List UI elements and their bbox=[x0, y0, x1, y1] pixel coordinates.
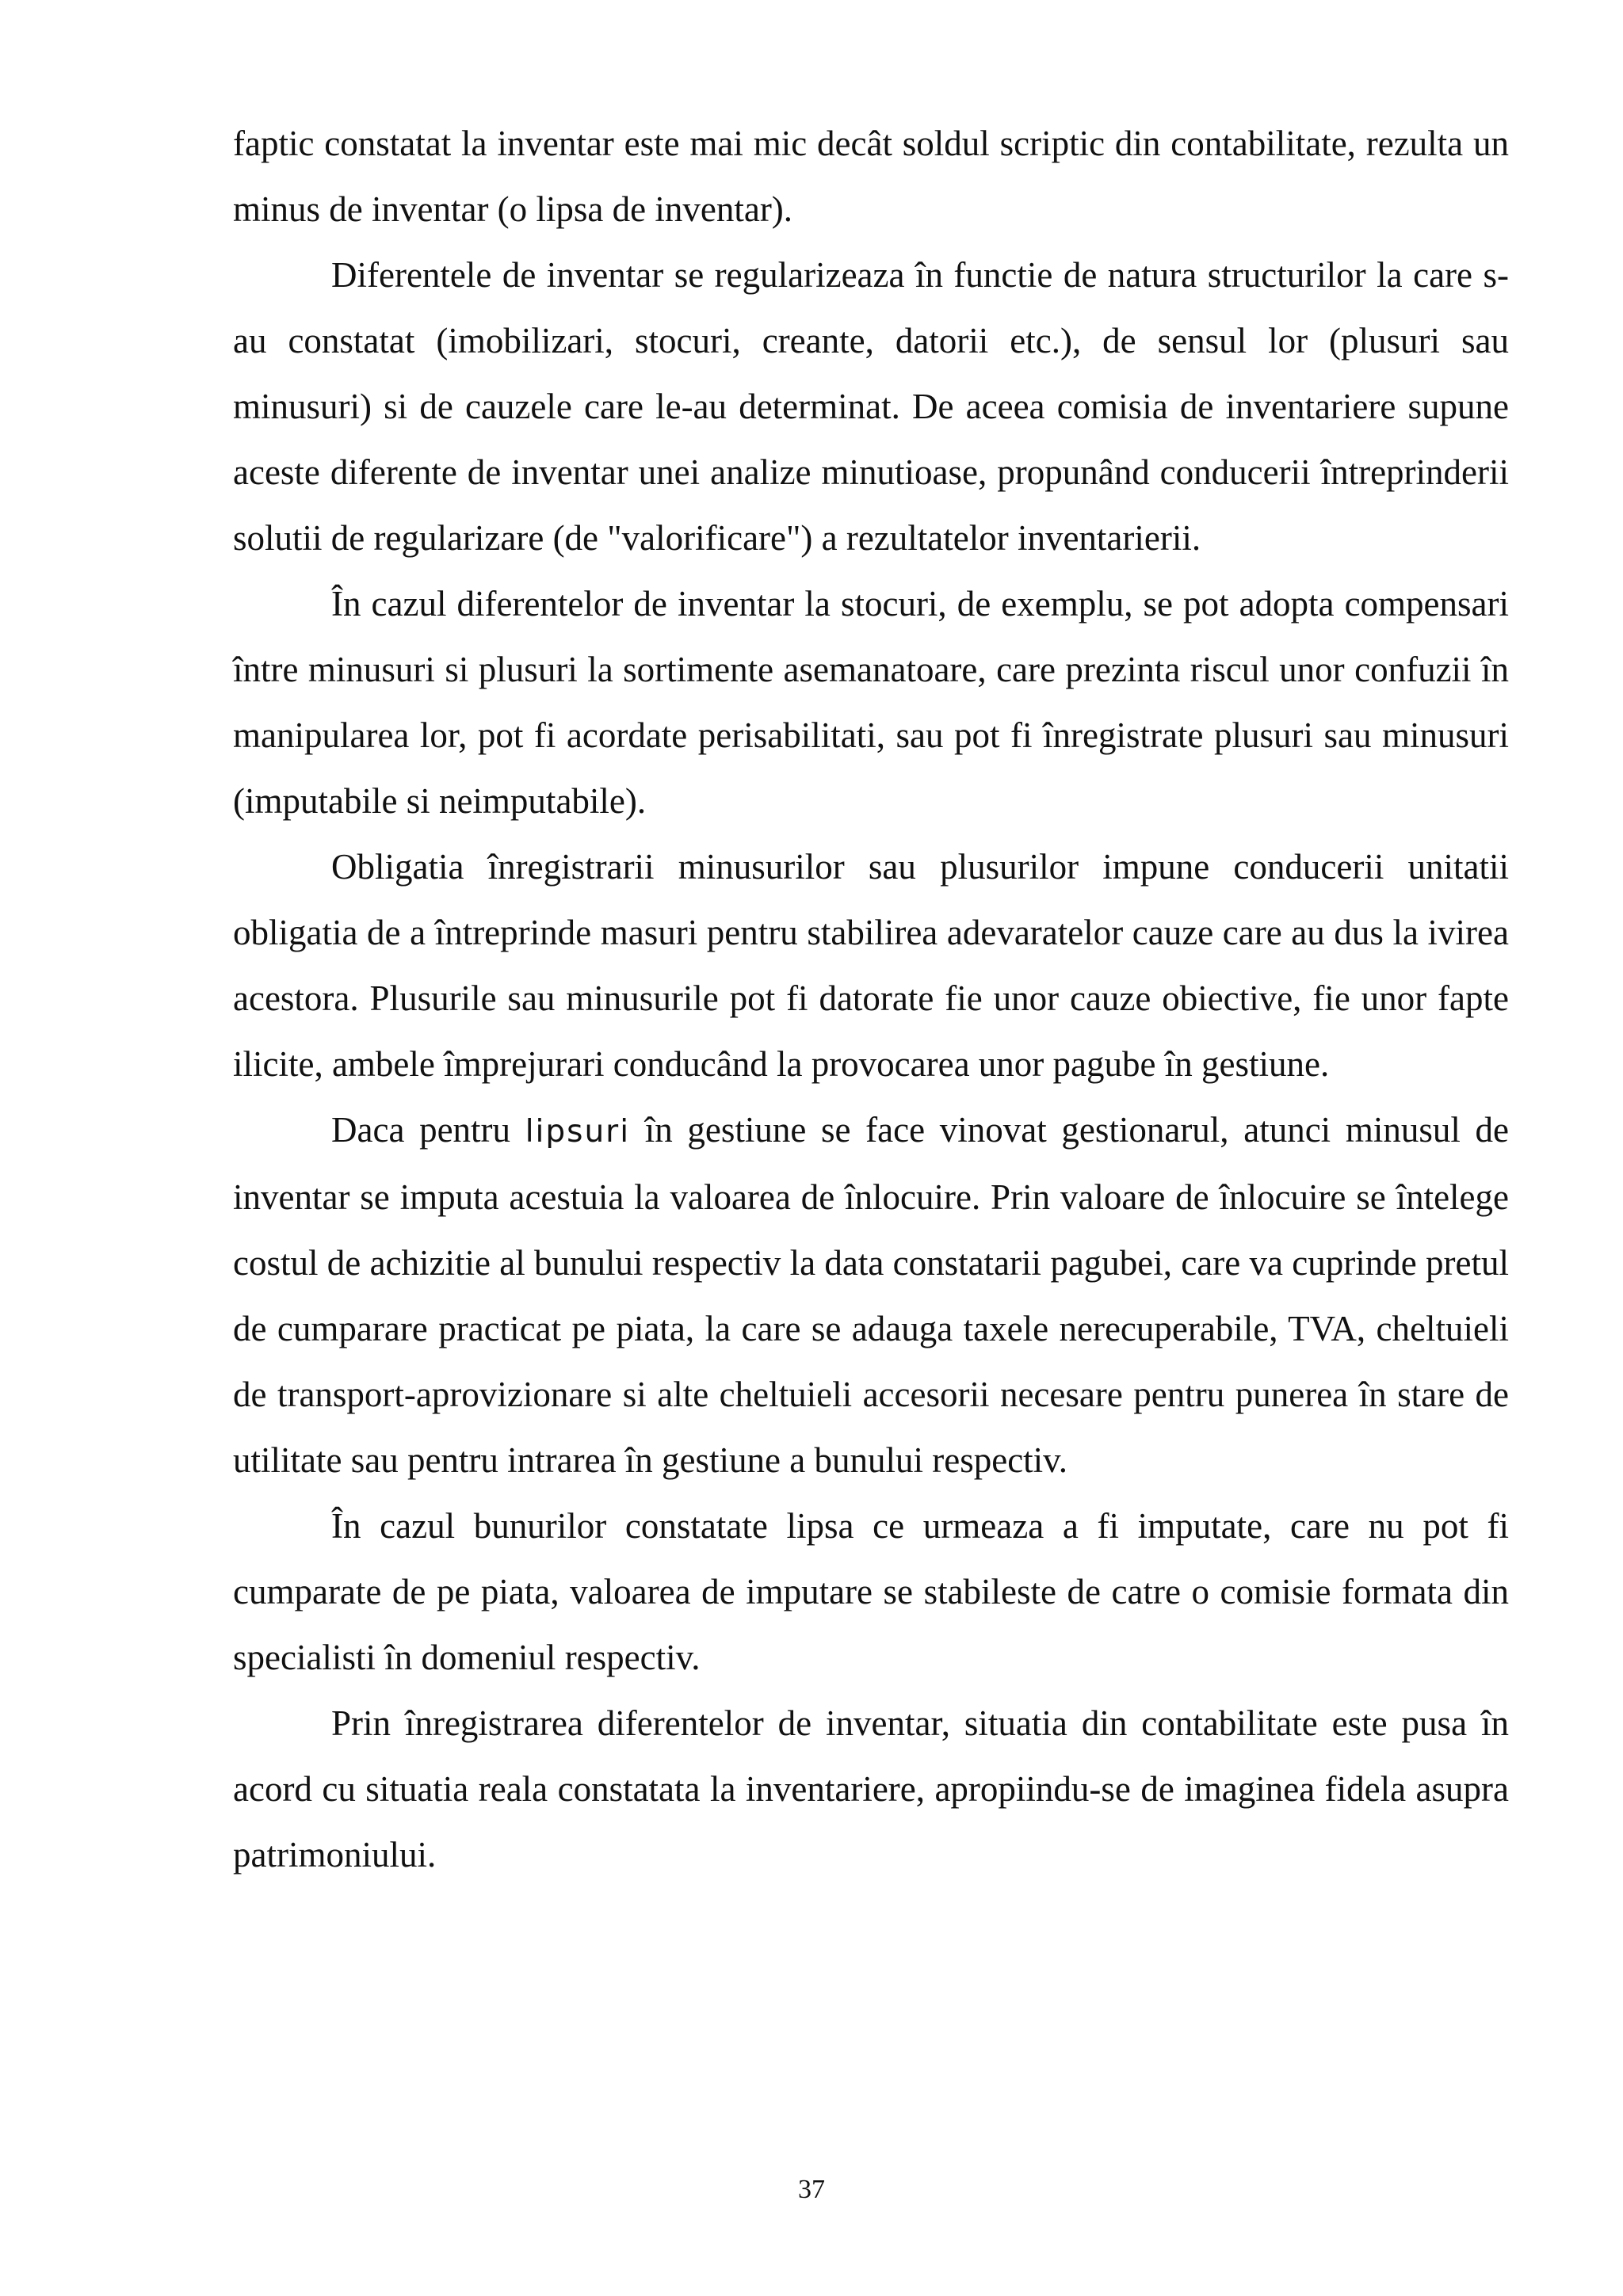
page-number: 37 bbox=[798, 2175, 825, 2204]
paragraph bbox=[233, 1691, 1509, 1888]
paragraph bbox=[233, 1097, 1509, 1493]
paragraph bbox=[233, 111, 1509, 242]
body-text bbox=[233, 111, 1509, 1888]
spaced-word: lipsuri bbox=[525, 1114, 631, 1150]
paragraph bbox=[233, 834, 1509, 1097]
paragraph bbox=[233, 1493, 1509, 1691]
paragraph-text: În cazul bunurilor constatate lipsa ce urmeaza a fi imputate, care nu pot fi cumparate de pe piata, valoarea de imputare se stabileste de catre o comisie formata din specialisti în domeniul respectiv. bbox=[233, 1506, 1509, 1677]
paragraph-text: Prin înregistrarea diferentelor de inventar, situatia din contabilitate este pusa în acord cu situatia reala constatata la inventariere, apropiindu-se de imaginea fidela asupra patrimoniului. bbox=[233, 1703, 1509, 1875]
paragraph-text: Daca pentru bbox=[331, 1110, 525, 1150]
paragraph-text: în gestiune se face vinovat gestionarul, atunci minusul de inventar se imputa acestuia la valoarea de înlocuire. Prin valoare de înlocuire se întelege costul de achizitie al bunului respectiv la data constatarii pagubei, care va cuprinde pretul de cumparare practicat pe piata, la care se adauga taxele nerecuperabile, TVA, cheltuieli de transport-aprovizionare si alte cheltuieli accesorii necesare pentru punerea în stare de utilitate sau pentru intrarea în gestiune a bunului respectiv. bbox=[233, 1110, 1509, 1480]
paragraph-text: Diferentele de inventar se regularizeaza în functie de natura structurilor la care s-au constatat (imobilizari, stocuri, creante, datorii etc.), de sensul lor (plusuri sau minusuri) si de cauzele care le-au determinat. De aceea comisia de inventariere supune aceste diferente de inventar unei analize minutioase, propunând conducerii întreprinderii solutii de regularizare (de "valorificare") a rezultatelor inventarierii. bbox=[233, 255, 1509, 558]
paragraph bbox=[233, 242, 1509, 571]
paragraph bbox=[233, 571, 1509, 834]
paragraph-text: faptic constatat la inventar este mai mic decât soldul scriptic din contabilitate, rezulta un minus de inventar (o lipsa de inventar). bbox=[233, 124, 1509, 229]
paragraph-text: În cazul diferentelor de inventar la stocuri, de exemplu, se pot adopta compensari între minusuri si plusuri la sortimente asemanatoare, care prezinta riscul unor confuzii în manipularea lor, pot fi acordate perisabilitati, sau pot fi înregistrate plusuri sau minusuri (imputabile si neimputabile). bbox=[233, 584, 1509, 821]
paragraph-text: Obligatia înregistrarii minusurilor sau plusurilor impune conducerii unitatii obligatia de a întreprinde masuri pentru stabilirea adevaratelor cauze care au dus la ivirea acestora. Plusurile sau minusurile pot fi datorate fie unor cauze obiective, fie unor fapte ilicite, ambele împrejurari conducând la provocarea unor pagube în gestiune. bbox=[233, 847, 1509, 1084]
